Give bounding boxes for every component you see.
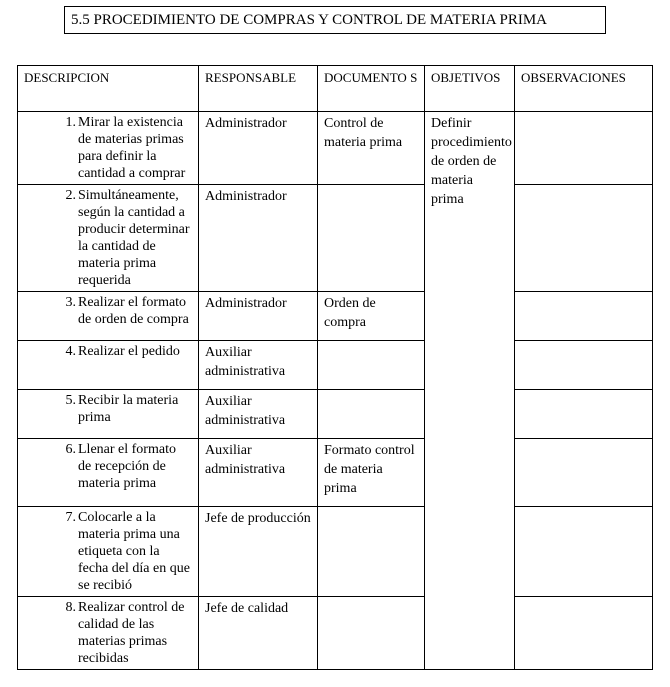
table-row [18, 507, 653, 597]
step-number: 6. [65, 442, 76, 457]
document-cell [318, 185, 425, 292]
step-description: Llenar el formato de recepción de materia prima [78, 442, 176, 491]
table-row [18, 597, 653, 670]
document-title: 5.5 PROCEDIMIENTO DE COMPRAS Y CONTROL DE MATERIA PRIMA [64, 6, 606, 34]
observations-cell [515, 390, 653, 439]
step-description: Realizar el pedido [78, 344, 180, 359]
observations-cell [515, 292, 653, 341]
table-row [18, 341, 653, 390]
header-objetivos: OBJETIVOS [425, 66, 515, 112]
document-cell: Formato control de materia prima [318, 439, 425, 507]
responsible-cell: Administrador [199, 185, 318, 292]
step-description: Recibir la materia prima [78, 393, 179, 425]
responsible-cell: Administrador [199, 112, 318, 185]
observations-cell [515, 439, 653, 507]
step-number: 8. [65, 600, 76, 615]
step-description: Colocarle a la materia prima una etiqueta con la fecha del día en que se recibió [78, 510, 190, 593]
description-cell [18, 185, 199, 292]
document-cell [318, 507, 425, 597]
description-cell [18, 292, 199, 341]
table-row [18, 112, 653, 185]
responsible-cell: Auxiliar administrativa [199, 341, 318, 390]
procedure-table [17, 65, 653, 670]
header-responsable: RESPONSABLE [199, 66, 318, 112]
observations-cell [515, 112, 653, 185]
description-cell [18, 439, 199, 507]
header-documentos: DOCUMENTO S [318, 66, 425, 112]
header-descripcion: DESCRIPCION [18, 66, 199, 112]
document-cell: Control de materia prima [318, 112, 425, 185]
document-cell: Orden de compra [318, 292, 425, 341]
header-row [18, 66, 653, 112]
step-number: 4. [65, 344, 76, 359]
responsible-cell: Administrador [199, 292, 318, 341]
step-number: 2. [65, 188, 76, 203]
description-cell [18, 597, 199, 670]
observations-cell [515, 507, 653, 597]
step-number: 1. [65, 115, 76, 130]
table-row [18, 185, 653, 292]
step-description: Mirar la existencia de materias primas para definir la cantidad a comprar [78, 115, 186, 181]
step-number: 5. [65, 393, 76, 408]
document-cell [318, 341, 425, 390]
header-observaciones: OBSERVACIONES [515, 66, 653, 112]
description-cell [18, 507, 199, 597]
step-description: Realizar control de calidad de las materias primas recibidas [78, 600, 185, 666]
table-row [18, 439, 653, 507]
observations-cell [515, 597, 653, 670]
step-description: Realizar el formato de orden de compra [78, 295, 189, 327]
document-cell [318, 390, 425, 439]
step-number: 7. [65, 510, 76, 525]
responsible-cell: Jefe de calidad [199, 597, 318, 670]
objective-cell: Definir procedimiento de orden de materia prima [425, 112, 515, 670]
responsible-cell: Auxiliar administrativa [199, 439, 318, 507]
description-cell [18, 341, 199, 390]
responsible-cell: Auxiliar administrativa [199, 390, 318, 439]
description-cell [18, 112, 199, 185]
step-number: 3. [65, 295, 76, 310]
document-cell [318, 597, 425, 670]
step-description: Simultáneamente, según la cantidad a producir determinar la cantidad de materia prima requerida [78, 188, 190, 288]
observations-cell [515, 341, 653, 390]
table-row [18, 390, 653, 439]
description-cell [18, 390, 199, 439]
responsible-cell: Jefe de producción [199, 507, 318, 597]
observations-cell [515, 185, 653, 292]
table-row [18, 292, 653, 341]
